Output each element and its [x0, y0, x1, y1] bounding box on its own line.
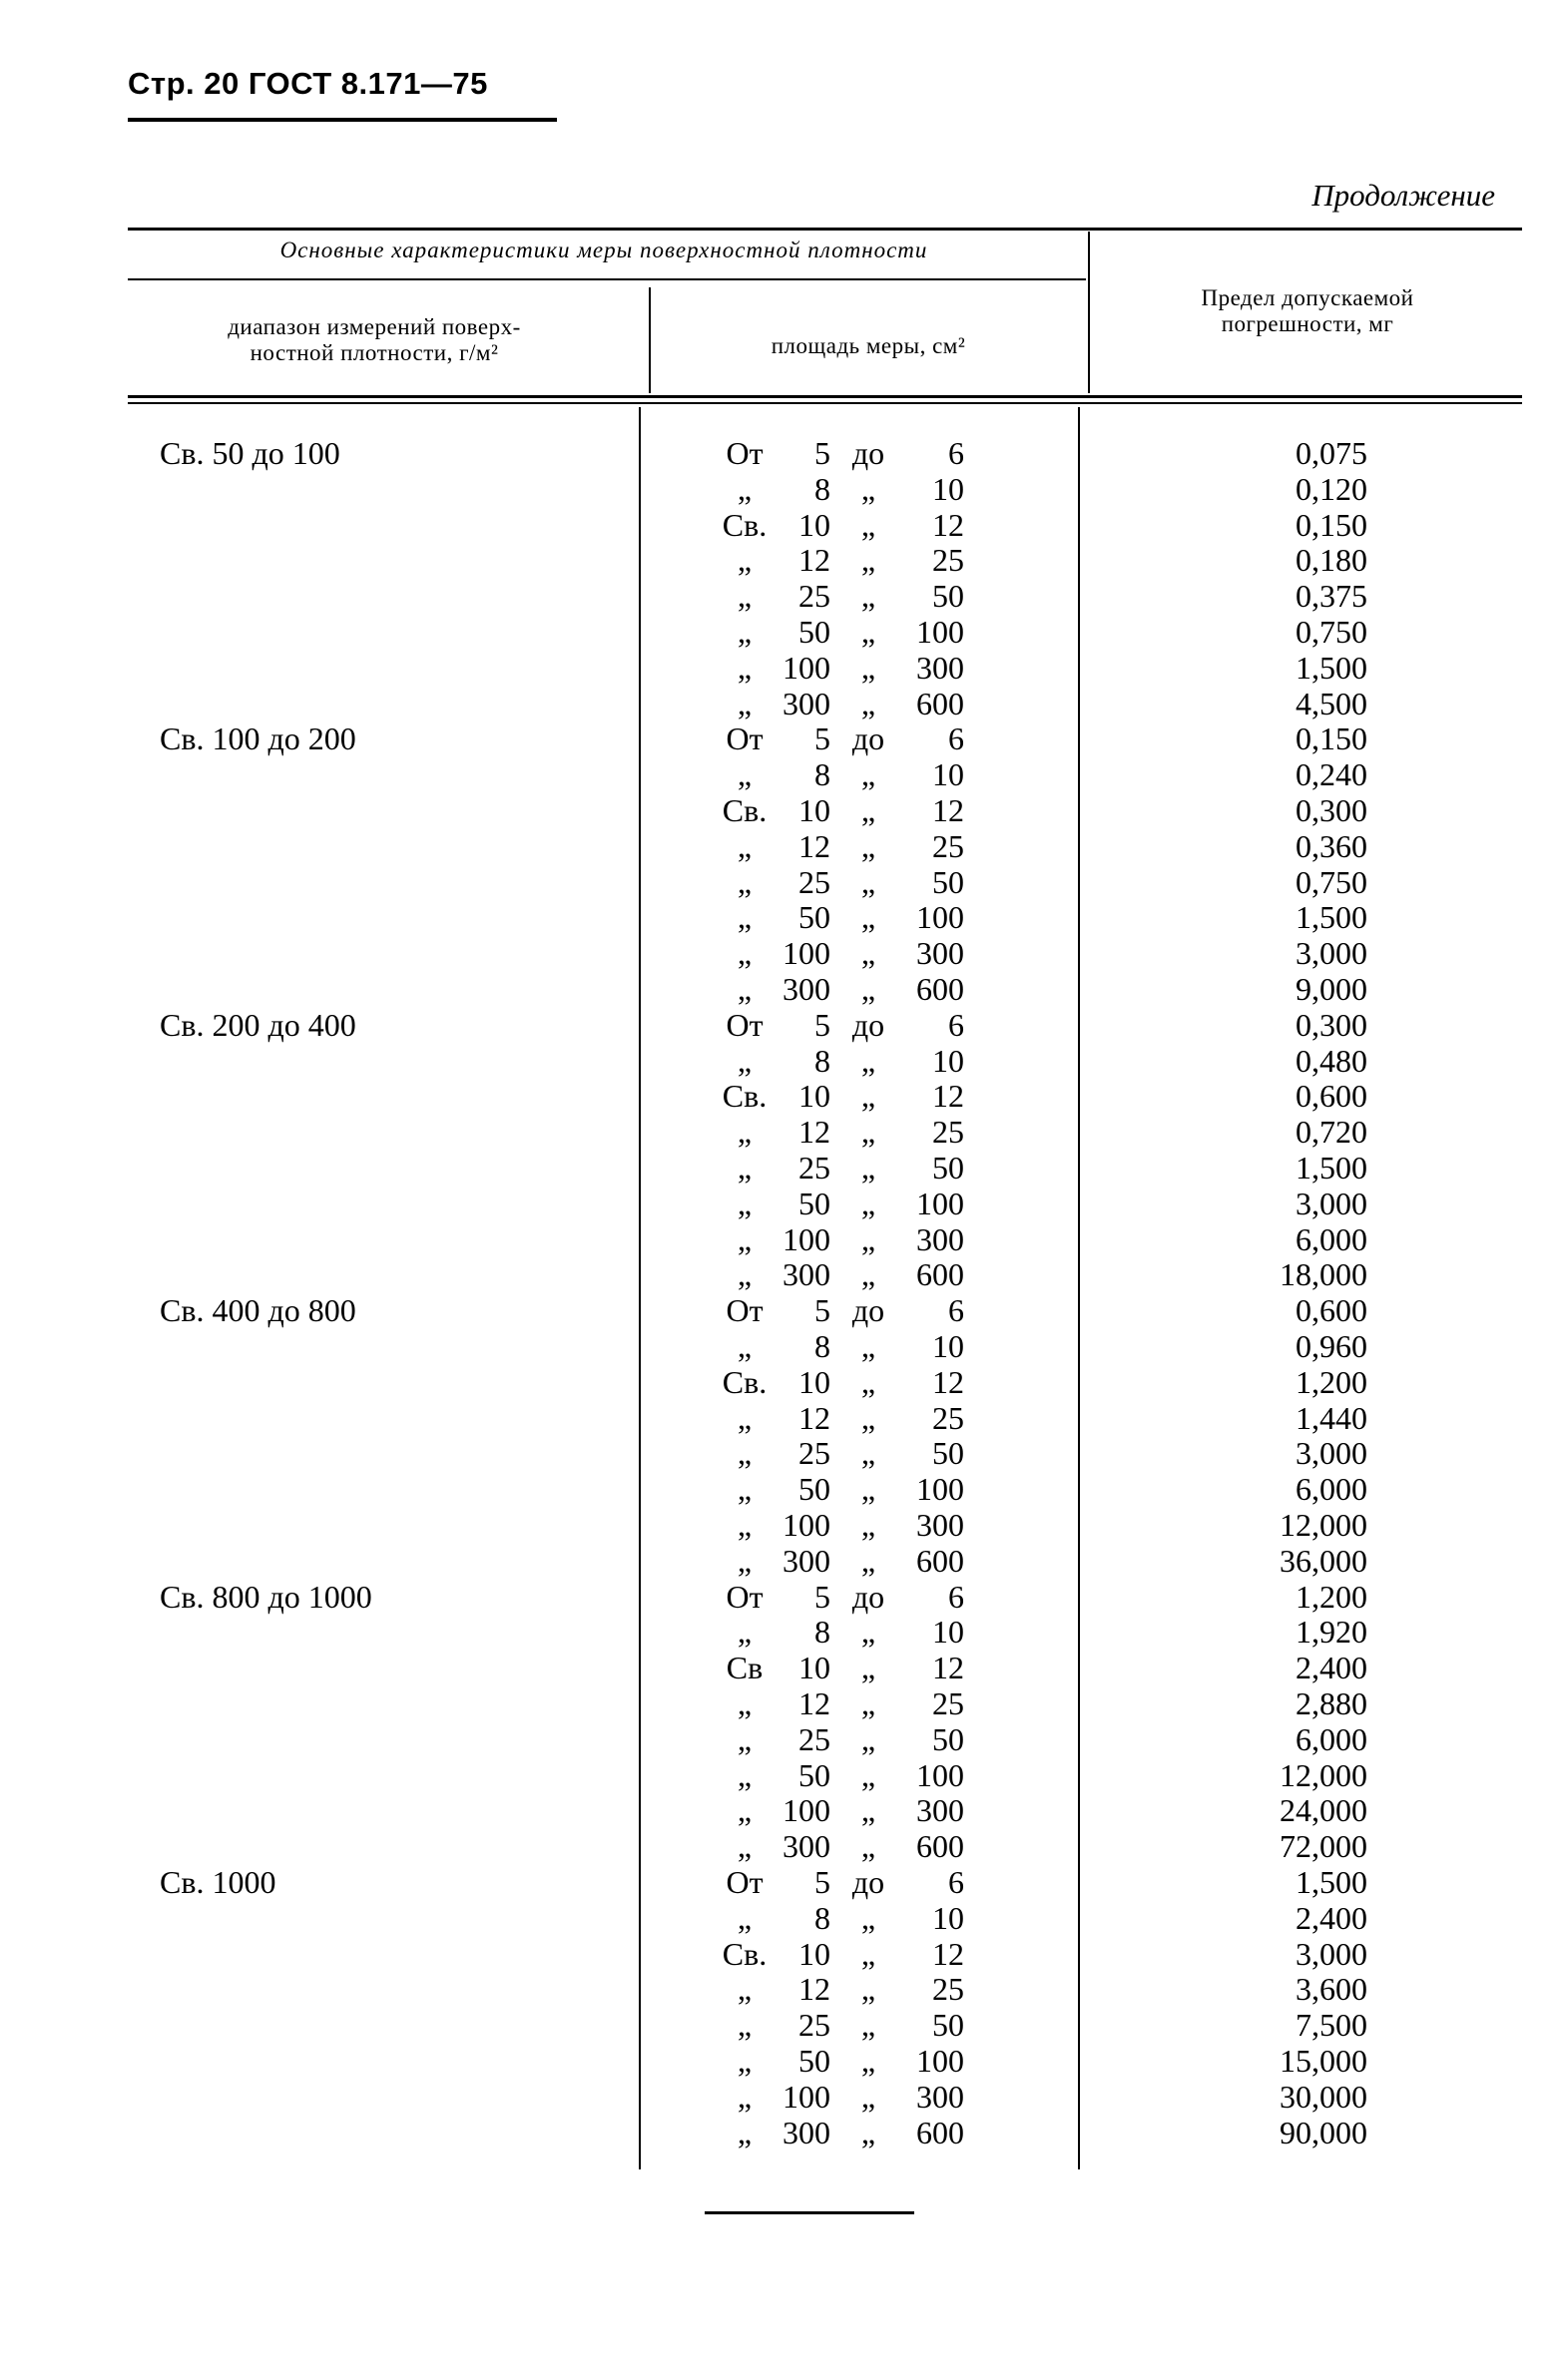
area-connector: „: [860, 507, 876, 543]
area-from: 12: [798, 1971, 830, 2007]
column-divider-header-right: [1088, 232, 1090, 393]
tolerance-value: 0,300: [1296, 792, 1367, 828]
tolerance-value: 15,000: [1280, 2043, 1367, 2079]
area-to: 10: [932, 1900, 964, 1936]
area-prefix: „: [737, 864, 753, 900]
area-to: 600: [916, 971, 964, 1007]
tolerance-value: 0,750: [1296, 614, 1367, 650]
area-prefix: „: [737, 1400, 753, 1436]
tolerance-value: 4,500: [1296, 686, 1367, 721]
area-connector: „: [860, 1936, 876, 1972]
area-to: 50: [932, 1435, 964, 1471]
area-connector: до: [851, 1579, 885, 1615]
area-connector: до: [851, 720, 885, 756]
tolerance-value: 3,000: [1296, 1186, 1367, 1221]
tolerance-value: 3,000: [1296, 935, 1367, 971]
area-from: 100: [783, 935, 830, 971]
area-prefix: „: [737, 1757, 753, 1793]
tolerance-value: 0,150: [1296, 507, 1367, 543]
area-from: 8: [814, 1043, 830, 1079]
area-to: 25: [932, 1685, 964, 1721]
range-label: Св. 100 до 200: [160, 720, 356, 756]
area-prefix: „: [737, 2043, 753, 2079]
area-from: 5: [814, 1579, 830, 1615]
area-connector: „: [860, 1792, 876, 1828]
tolerance-value: 3,600: [1296, 1971, 1367, 2007]
area-to: 10: [932, 756, 964, 792]
area-from: 25: [798, 2007, 830, 2043]
area-from: 5: [814, 720, 830, 756]
area-prefix: „: [737, 1114, 753, 1150]
tolerance-value: 24,000: [1280, 1792, 1367, 1828]
tolerance-value: 2,880: [1296, 1685, 1367, 1721]
area-connector: „: [860, 864, 876, 900]
area-prefix: „: [737, 471, 753, 507]
area-prefix: „: [737, 1186, 753, 1221]
tolerance-value: 0,600: [1296, 1078, 1367, 1114]
tolerance-value: 9,000: [1296, 971, 1367, 1007]
area-connector: „: [860, 1543, 876, 1579]
area-to: 300: [916, 1792, 964, 1828]
area-to: 600: [916, 686, 964, 721]
tolerance-value: 72,000: [1280, 1828, 1367, 1864]
area-from: 25: [798, 1435, 830, 1471]
tolerance-value: 0,300: [1296, 1007, 1367, 1043]
area-to: 12: [932, 1078, 964, 1114]
area-connector: „: [860, 2115, 876, 2150]
area-connector: „: [860, 1971, 876, 2007]
group-header-rule: [128, 278, 1086, 280]
area-prefix: Св.: [722, 1078, 768, 1114]
tolerance-value: 90,000: [1280, 2115, 1367, 2150]
area-prefix: „: [737, 1792, 753, 1828]
area-connector: „: [860, 2079, 876, 2115]
area-from: 100: [783, 1792, 830, 1828]
area-connector: „: [860, 1364, 876, 1400]
area-to: 600: [916, 2115, 964, 2150]
area-to: 50: [932, 2007, 964, 2043]
area-to: 100: [916, 899, 964, 935]
area-to: 25: [932, 828, 964, 864]
area-from: 10: [798, 792, 830, 828]
area-from: 8: [814, 756, 830, 792]
area-connector: „: [860, 686, 876, 721]
area-from: 50: [798, 1471, 830, 1507]
area-from: 50: [798, 899, 830, 935]
area-prefix: „: [737, 2115, 753, 2150]
area-connector: „: [860, 1150, 876, 1186]
area-connector: „: [860, 1757, 876, 1793]
area-prefix: „: [737, 1328, 753, 1364]
area-prefix: От: [726, 1579, 764, 1615]
area-connector: до: [851, 435, 885, 471]
area-from: 300: [783, 1543, 830, 1579]
area-connector: „: [860, 1328, 876, 1364]
area-from: 5: [814, 1292, 830, 1328]
area-prefix: От: [726, 1864, 764, 1900]
area-connector: „: [860, 1900, 876, 1936]
area-connector: „: [860, 935, 876, 971]
area-from: 5: [814, 1007, 830, 1043]
tolerance-value: 0,180: [1296, 542, 1367, 578]
area-connector: „: [860, 1400, 876, 1436]
area-to: 6: [948, 1007, 964, 1043]
area-connector: до: [851, 1007, 885, 1043]
area-connector: „: [860, 1114, 876, 1150]
page-header: Стр. 20 ГОСТ 8.171—75: [128, 66, 488, 101]
tolerance-value: 0,480: [1296, 1043, 1367, 1079]
area-connector: „: [860, 2043, 876, 2079]
area-to: 100: [916, 2043, 964, 2079]
area-prefix: „: [737, 1221, 753, 1257]
area-prefix: От: [726, 1007, 764, 1043]
tolerance-value: 0,750: [1296, 864, 1367, 900]
area-connector: „: [860, 1221, 876, 1257]
area-prefix: Св.: [722, 792, 768, 828]
area-from: 100: [783, 1507, 830, 1543]
area-connector: „: [860, 1650, 876, 1685]
range-label: Св. 200 до 400: [160, 1007, 356, 1043]
area-connector: „: [860, 1507, 876, 1543]
header-bottom-rule: [128, 395, 1522, 398]
area-connector: „: [860, 828, 876, 864]
area-prefix: „: [737, 1043, 753, 1079]
area-prefix: „: [737, 899, 753, 935]
area-to: 50: [932, 1150, 964, 1186]
area-to: 50: [932, 578, 964, 614]
col-header-tolerance: Предел допускаемой погрешности, мг: [1201, 285, 1414, 336]
area-connector: „: [860, 1186, 876, 1221]
area-to: 12: [932, 1650, 964, 1685]
area-to: 10: [932, 1043, 964, 1079]
area-prefix: „: [737, 1685, 753, 1721]
area-to: 300: [916, 650, 964, 686]
tolerance-value: 2,400: [1296, 1650, 1367, 1685]
area-to: 100: [916, 1471, 964, 1507]
area-prefix: „: [737, 1828, 753, 1864]
tolerance-value: 18,000: [1280, 1256, 1367, 1292]
area-prefix: От: [726, 720, 764, 756]
range-label: Св. 50 до 100: [160, 435, 340, 471]
tolerance-value: 0,375: [1296, 578, 1367, 614]
area-connector: „: [860, 1614, 876, 1650]
area-connector: „: [860, 971, 876, 1007]
area-to: 600: [916, 1828, 964, 1864]
area-prefix: „: [737, 828, 753, 864]
tolerance-value: 0,120: [1296, 471, 1367, 507]
tolerance-value: 7,500: [1296, 2007, 1367, 2043]
area-prefix: „: [737, 614, 753, 650]
area-prefix: Св.: [722, 1364, 768, 1400]
tolerance-value: 12,000: [1280, 1757, 1367, 1793]
table-top-rule: [128, 228, 1522, 231]
tolerance-value: 1,500: [1296, 1864, 1367, 1900]
area-to: 50: [932, 864, 964, 900]
tolerance-value: 1,200: [1296, 1579, 1367, 1615]
area-from: 50: [798, 614, 830, 650]
tolerance-value: 36,000: [1280, 1543, 1367, 1579]
area-from: 12: [798, 1685, 830, 1721]
area-connector: „: [860, 1721, 876, 1757]
col-header-area: площадь меры, см²: [771, 333, 966, 358]
area-to: 12: [932, 792, 964, 828]
area-to: 6: [948, 435, 964, 471]
area-to: 12: [932, 507, 964, 543]
area-from: 10: [798, 1364, 830, 1400]
header-bottom-rule-2: [128, 402, 1522, 404]
area-from: 10: [798, 507, 830, 543]
area-to: 6: [948, 1864, 964, 1900]
tolerance-value: 1,500: [1296, 650, 1367, 686]
column-divider-left: [639, 407, 641, 2169]
area-to: 12: [932, 1936, 964, 1972]
area-connector: „: [860, 756, 876, 792]
area-prefix: От: [726, 1292, 764, 1328]
area-prefix: „: [737, 542, 753, 578]
area-prefix: От: [726, 435, 764, 471]
range-label: Св. 800 до 1000: [160, 1579, 372, 1615]
tolerance-value: 2,400: [1296, 1900, 1367, 1936]
header-rule: [128, 118, 557, 122]
area-prefix: „: [737, 650, 753, 686]
area-from: 8: [814, 1328, 830, 1364]
tolerance-value: 0,150: [1296, 720, 1367, 756]
area-from: 25: [798, 578, 830, 614]
area-to: 10: [932, 1614, 964, 1650]
area-prefix: „: [737, 686, 753, 721]
footer-rule: [705, 2211, 914, 2214]
tolerance-value: 0,240: [1296, 756, 1367, 792]
area-to: 25: [932, 1114, 964, 1150]
area-connector: „: [860, 578, 876, 614]
area-prefix: „: [737, 1721, 753, 1757]
area-from: 100: [783, 650, 830, 686]
area-to: 10: [932, 1328, 964, 1364]
area-connector: „: [860, 542, 876, 578]
tolerance-value: 1,920: [1296, 1614, 1367, 1650]
area-to: 300: [916, 1221, 964, 1257]
area-from: 10: [798, 1650, 830, 1685]
col-header-range: диапазон измерений поверх- ностной плотности, г/м²: [228, 314, 521, 365]
area-from: 10: [798, 1936, 830, 1972]
tolerance-value: 3,000: [1296, 1936, 1367, 1972]
area-prefix: Св.: [722, 507, 768, 543]
tolerance-value: 6,000: [1296, 1721, 1367, 1757]
tolerance-value: 3,000: [1296, 1435, 1367, 1471]
area-from: 12: [798, 828, 830, 864]
area-to: 300: [916, 1507, 964, 1543]
tolerance-value: 0,960: [1296, 1328, 1367, 1364]
area-connector: „: [860, 792, 876, 828]
area-prefix: „: [737, 1507, 753, 1543]
area-connector: „: [860, 1828, 876, 1864]
area-connector: „: [860, 1043, 876, 1079]
area-connector: „: [860, 1685, 876, 1721]
area-prefix: „: [737, 1543, 753, 1579]
area-to: 600: [916, 1543, 964, 1579]
area-to: 300: [916, 2079, 964, 2115]
area-from: 25: [798, 864, 830, 900]
area-to: 100: [916, 614, 964, 650]
column-divider-right: [1078, 407, 1080, 2169]
area-prefix: „: [737, 1614, 753, 1650]
area-connector: „: [860, 1435, 876, 1471]
area-from: 300: [783, 2115, 830, 2150]
group-header: Основные характеристики меры поверхностной плотности: [279, 238, 928, 262]
range-label: Св. 400 до 800: [160, 1292, 356, 1328]
area-from: 300: [783, 686, 830, 721]
tolerance-value: 1,500: [1296, 1150, 1367, 1186]
area-from: 8: [814, 1900, 830, 1936]
area-prefix: „: [737, 1900, 753, 1936]
area-from: 5: [814, 1864, 830, 1900]
area-connector: до: [851, 1292, 885, 1328]
tolerance-value: 1,500: [1296, 899, 1367, 935]
column-divider-header-left: [649, 287, 651, 393]
area-from: 25: [798, 1150, 830, 1186]
area-connector: „: [860, 1078, 876, 1114]
area-from: 10: [798, 1078, 830, 1114]
tolerance-value: 6,000: [1296, 1221, 1367, 1257]
area-from: 300: [783, 1256, 830, 1292]
area-connector: „: [860, 614, 876, 650]
area-from: 12: [798, 1400, 830, 1436]
area-from: 8: [814, 1614, 830, 1650]
area-prefix: „: [737, 1150, 753, 1186]
area-to: 25: [932, 1400, 964, 1436]
area-connector: „: [860, 2007, 876, 2043]
area-from: 25: [798, 1721, 830, 1757]
area-prefix: „: [737, 2079, 753, 2115]
area-prefix: „: [737, 1435, 753, 1471]
area-from: 50: [798, 1186, 830, 1221]
area-to: 25: [932, 1971, 964, 2007]
area-from: 100: [783, 1221, 830, 1257]
area-connector: „: [860, 471, 876, 507]
area-from: 12: [798, 542, 830, 578]
continuation-label: Продолжение: [1311, 178, 1495, 213]
area-prefix: „: [737, 1971, 753, 2007]
area-from: 50: [798, 1757, 830, 1793]
area-from: 300: [783, 1828, 830, 1864]
area-connector: „: [860, 1471, 876, 1507]
area-to: 100: [916, 1757, 964, 1793]
area-prefix: Св.: [722, 1936, 768, 1972]
area-to: 6: [948, 1292, 964, 1328]
tolerance-value: 0,600: [1296, 1292, 1367, 1328]
area-connector: „: [860, 650, 876, 686]
area-from: 8: [814, 471, 830, 507]
range-label: Св. 1000: [160, 1864, 276, 1900]
area-prefix: Св: [726, 1650, 764, 1685]
area-from: 100: [783, 2079, 830, 2115]
area-to: 6: [948, 1579, 964, 1615]
area-prefix: „: [737, 935, 753, 971]
area-prefix: „: [737, 2007, 753, 2043]
area-prefix: „: [737, 578, 753, 614]
tolerance-value: 12,000: [1280, 1507, 1367, 1543]
tolerance-value: 30,000: [1280, 2079, 1367, 2115]
area-from: 5: [814, 435, 830, 471]
area-to: 6: [948, 720, 964, 756]
area-to: 100: [916, 1186, 964, 1221]
tolerance-value: 6,000: [1296, 1471, 1367, 1507]
area-prefix: „: [737, 1256, 753, 1292]
area-to: 300: [916, 935, 964, 971]
area-prefix: „: [737, 756, 753, 792]
area-prefix: „: [737, 1471, 753, 1507]
tolerance-value: 1,200: [1296, 1364, 1367, 1400]
area-from: 12: [798, 1114, 830, 1150]
area-to: 50: [932, 1721, 964, 1757]
area-connector: „: [860, 1256, 876, 1292]
area-prefix: „: [737, 971, 753, 1007]
tolerance-value: 0,360: [1296, 828, 1367, 864]
area-to: 10: [932, 471, 964, 507]
tolerance-value: 0,720: [1296, 1114, 1367, 1150]
area-from: 300: [783, 971, 830, 1007]
area-connector: до: [851, 1864, 885, 1900]
area-to: 25: [932, 542, 964, 578]
area-connector: „: [860, 899, 876, 935]
area-to: 12: [932, 1364, 964, 1400]
tolerance-value: 1,440: [1296, 1400, 1367, 1436]
tolerance-value: 0,075: [1296, 435, 1367, 471]
area-from: 50: [798, 2043, 830, 2079]
area-to: 600: [916, 1256, 964, 1292]
